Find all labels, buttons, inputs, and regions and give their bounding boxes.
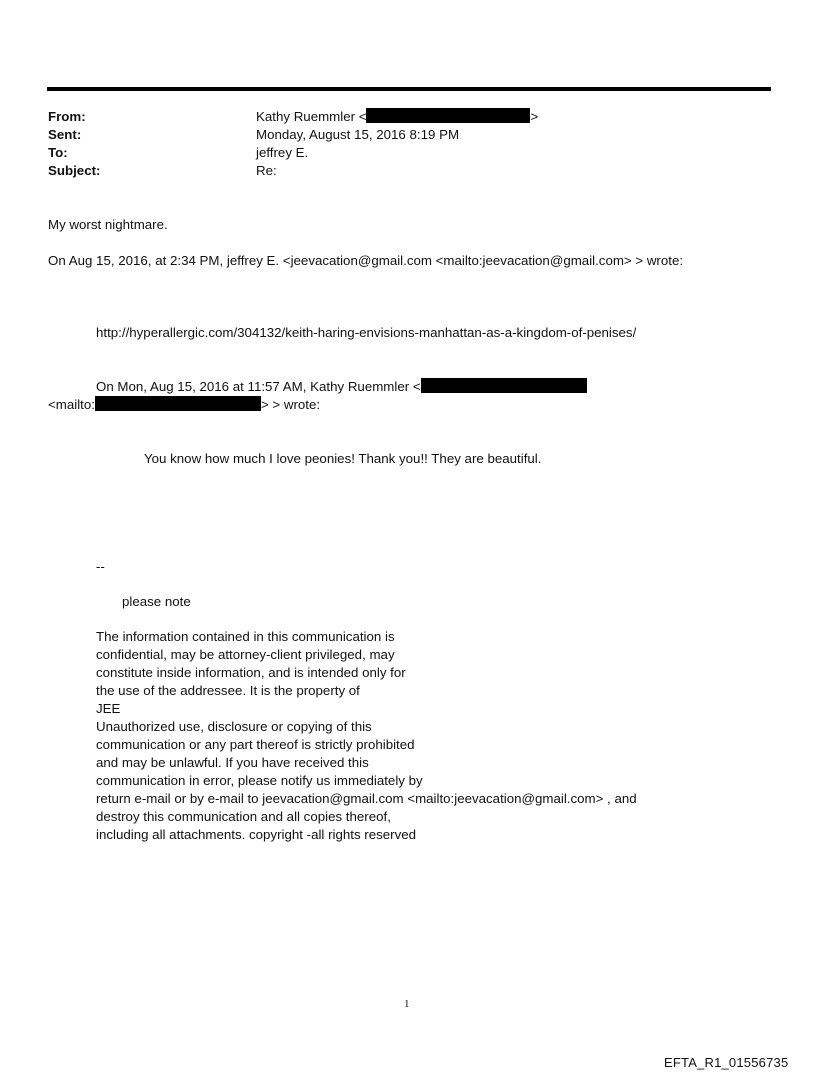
shared-link[interactable]: http://hyperallergic.com/304132/keith-haring-envisions-manhattan-as-a-kingdom-of-penises/ — [96, 325, 637, 340]
quote2-wrote: > > wrote: — [260, 397, 321, 412]
subject-value: Re: — [256, 163, 277, 178]
to-value: jeffrey E. — [256, 145, 309, 160]
disclaimer-line: JEE — [96, 701, 121, 716]
disclaimer-line: and may be unlawful. If you have received this — [96, 755, 369, 770]
to-label: To: — [48, 145, 68, 160]
disclaimer-line: return e-mail or by e-mail to jeevacation@gmail.com <mailto:jeevacation@gmail.com> , and — [96, 791, 637, 806]
subject-label: Subject: — [48, 163, 101, 178]
quote2-intro-text: On Mon, Aug 15, 2016 at 11:57 AM, Kathy Ruemmler < — [96, 379, 421, 394]
disclaimer — [96, 628, 637, 844]
disclaimer-line: communication or any part thereof is strictly prohibited — [96, 737, 415, 752]
page-number: 1 — [404, 998, 410, 1010]
disclaimer-line: confidential, may be attorney-client privileged, may — [96, 647, 395, 662]
disclaimer-line: The information contained in this communication is — [96, 629, 395, 644]
redaction-bar — [366, 108, 530, 123]
disclaimer-line: including all attachments. copyright -all rights reserved — [96, 827, 417, 842]
quote2-text: You know how much I love peonies! Thank you!! They are beautiful. — [144, 451, 542, 466]
quote2-intro — [96, 378, 587, 396]
disclaimer-line: the use of the addressee. It is the property of — [96, 683, 360, 698]
signature-dash: -- — [96, 559, 105, 574]
redaction-bar — [421, 378, 587, 393]
please-note: please note — [122, 594, 191, 609]
from-close: > — [530, 109, 539, 124]
from-name: Kathy Ruemmler < — [256, 109, 367, 124]
sent-value: Monday, August 15, 2016 8:19 PM — [256, 127, 460, 142]
disclaimer-line: communication in error, please notify us immediately by — [96, 773, 423, 788]
quote1-intro: On Aug 15, 2016, at 2:34 PM, jeffrey E. <jeevacation@gmail.com <mailto:jeevacation@gmail.com> > wrote: — [48, 253, 684, 268]
document-id: EFTA_R1_01556735 — [664, 1055, 789, 1070]
from-label: From: — [48, 109, 86, 124]
disclaimer-line: Unauthorized use, disclosure or copying of this — [96, 719, 372, 734]
quote2-mailto-line — [48, 396, 320, 414]
from-value — [256, 108, 538, 126]
disclaimer-line: destroy this communication and all copies thereof, — [96, 809, 391, 824]
mailto-prefix: <mailto: — [48, 397, 95, 412]
redaction-bar — [95, 396, 261, 411]
header-rule — [47, 87, 771, 91]
reply-text: My worst nightmare. — [48, 217, 168, 232]
disclaimer-line: constitute inside information, and is intended only for — [96, 665, 406, 680]
sent-label: Sent: — [48, 127, 82, 142]
